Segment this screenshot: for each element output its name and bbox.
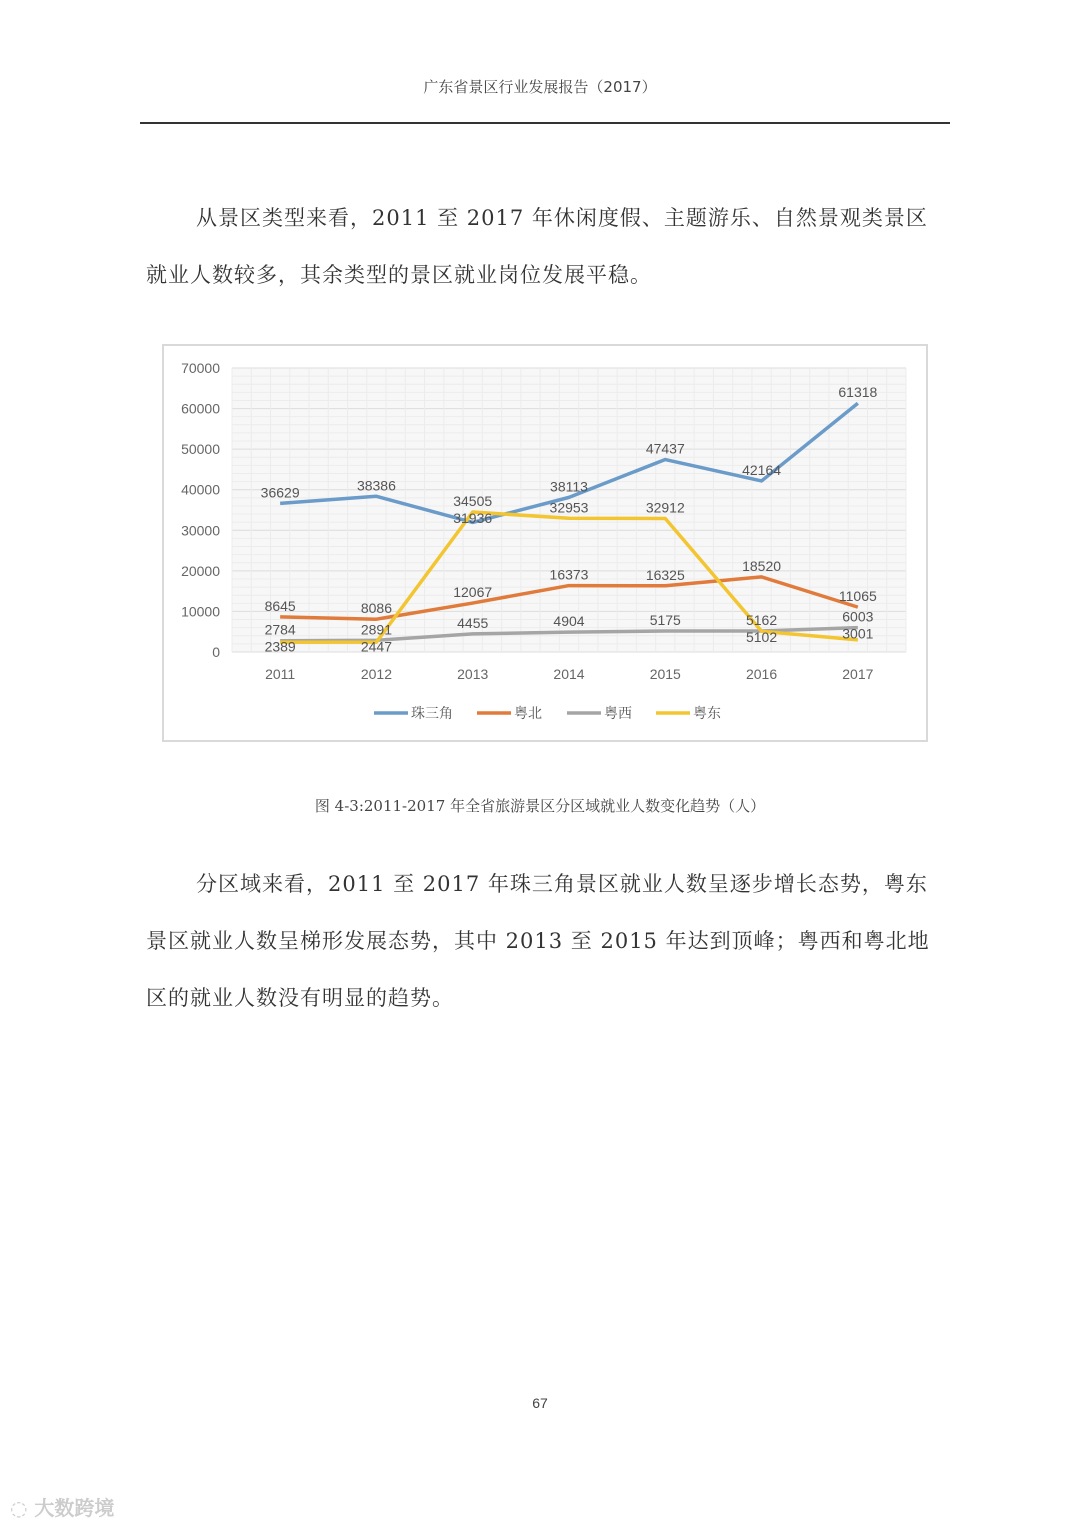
paragraph-1-text: 从景区类型来看，2011 至 2017 年休闲度假、主题游乐、自然景观类景区就业人数较多，其余类型的景区就业岗位发展平稳。	[146, 206, 928, 287]
data-label: 18520	[742, 557, 782, 574]
watermark-logo: ◌ 大数跨境	[10, 1496, 115, 1520]
paragraph-2	[146, 856, 936, 1027]
y-tick-label: 50000	[181, 441, 220, 458]
data-label: 5102	[745, 629, 778, 646]
data-label: 32953	[549, 499, 589, 516]
line-chart	[162, 344, 928, 742]
data-label: 5175	[649, 612, 681, 629]
y-tick-label: 60000	[181, 400, 220, 417]
data-label: 2389	[264, 638, 296, 655]
x-tick-label: 2011	[265, 666, 296, 682]
legend-label: 粤西	[604, 705, 632, 721]
x-tick-label: 2017	[842, 666, 874, 682]
data-label: 42164	[742, 461, 782, 478]
legend-label: 粤北	[514, 705, 542, 721]
header-rule	[140, 122, 950, 124]
x-tick-label: 2013	[457, 666, 489, 682]
data-label: 2447	[360, 638, 393, 655]
data-label: 47437	[645, 440, 685, 457]
y-tick-label: 70000	[181, 360, 220, 376]
paragraph-1	[146, 190, 936, 304]
data-label: 11065	[838, 588, 877, 605]
legend-label: 粤东	[693, 705, 721, 721]
y-tick-label: 40000	[181, 481, 220, 498]
y-tick-label: 0	[212, 644, 220, 660]
y-tick-label: 10000	[181, 603, 220, 620]
x-tick-label: 2016	[745, 666, 778, 682]
data-label: 36629	[260, 484, 300, 501]
data-label: 4904	[553, 613, 585, 630]
data-label: 3001	[842, 625, 874, 642]
data-label: 8086	[360, 600, 393, 617]
figure-caption: 图 4-3:2011-2017 年全省旅游景区分区域就业人数变化趋势（人）	[314, 797, 766, 815]
data-label: 12067	[453, 584, 493, 601]
page-number: 67	[532, 1395, 548, 1411]
data-label: 5162	[745, 612, 778, 629]
y-tick-label: 30000	[181, 522, 220, 539]
data-label: 61318	[838, 384, 878, 401]
chart-svg	[164, 346, 926, 740]
y-tick-label: 20000	[181, 562, 220, 579]
data-label: 16325	[645, 566, 685, 583]
x-tick-label: 2014	[553, 666, 585, 682]
watermark-text: 大数跨境	[34, 1496, 115, 1520]
data-label: 2891	[360, 621, 393, 638]
data-label: 16373	[549, 566, 589, 583]
data-label: 4455	[457, 614, 489, 631]
x-tick-label: 2012	[360, 666, 393, 682]
data-label: 31936	[453, 510, 493, 527]
running-header: 广东省景区行业发展报告（2017）	[423, 78, 657, 96]
paragraph-2-text: 分区域来看，2011 至 2017 年珠三角景区就业人数呈逐步增长态势，粤东景区就业人数呈梯形发展态势，其中 2013 至 2015 年达到顶峰；粤西和粤北地区的就业人数没有明显的趋势。	[146, 872, 930, 1010]
data-label: 8645	[264, 597, 296, 614]
x-tick-label: 2015	[649, 666, 681, 682]
data-label: 38386	[356, 477, 396, 494]
data-label: 34505	[453, 493, 493, 510]
data-label: 32912	[645, 499, 685, 516]
data-label: 38113	[550, 478, 588, 495]
legend-label: 珠三角	[411, 705, 453, 721]
data-label: 6003	[842, 608, 874, 625]
data-label: 2784	[264, 621, 296, 638]
